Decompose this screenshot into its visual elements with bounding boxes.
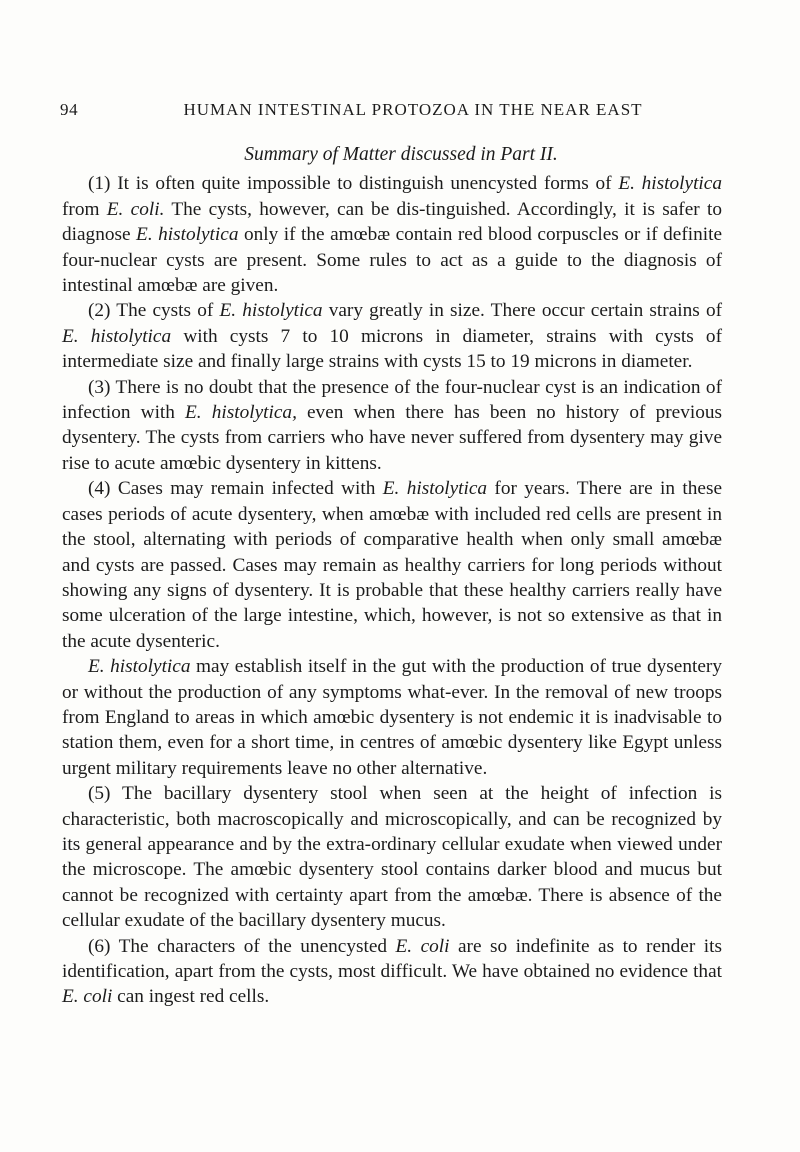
paragraph: [62, 476, 722, 654]
text-run: may establish itself in the gut with the production of true dysentery or without the production of any symptoms what-ever. In the removal of new troops from England to areas in which amœbic dysentery is not endemic it is inadvisable to station them, even for a short time, in centres of amœbic dysentery like Egypt unless urgent military requirements leave no other alternative.: [62, 656, 722, 779]
paragraph: [62, 781, 722, 933]
text-run: with cysts 7 to 10 microns in diameter, strains with cysts of intermediate size and finally large strains with cysts 15 to 19 microns in diameter.: [62, 325, 722, 373]
italic-taxon-name: E. coli: [62, 986, 113, 1008]
italic-taxon-name: E. histolytica: [136, 224, 239, 246]
text-run: are so indefinite as to render its identification, apart from the cysts, most difficult. We have obtained no evidence that: [62, 935, 722, 982]
text-run: from: [62, 198, 107, 220]
paragraph: [62, 171, 722, 298]
paragraph-list: [62, 171, 722, 1009]
italic-taxon-name: E. histolytica: [618, 173, 722, 195]
body-text: [62, 142, 722, 1010]
text-run: even when there has been no history of previous dysentery. The cysts from carriers who have never suffered from dysentery may give rise to acute amœbic dysentery in kittens.: [62, 402, 722, 474]
running-title: HUMAN INTESTINAL PROTOZOA IN THE NEAR EAST: [183, 100, 643, 119]
italic-taxon-name: E. histolytica: [88, 656, 191, 678]
text-run: can ingest red cells.: [112, 986, 270, 1008]
paragraph: [62, 375, 722, 477]
paragraph: [62, 654, 722, 781]
text-run: The cysts, however, can be dis-tinguished. Accordingly, it is safer to diagnose: [62, 198, 722, 246]
running-header: [60, 100, 720, 128]
text-run: (2) The cysts of: [88, 300, 220, 322]
text-run: only if the amœbæ contain red blood corpuscles or if definite four-nuclear cysts are present. Some rules to act as a guide to the diagnosis of intestinal amœbæ are given.: [62, 224, 723, 297]
text-run: (4) Cases may remain infected with: [88, 478, 383, 500]
italic-taxon-name: E. histolytica: [382, 478, 488, 500]
text-run: for years. There are in these cases periods of acute dysentery, when amœbæ with included red cells are present in the stool, alternating with periods of comparative health when only small amœbæ and cysts are passed. Cases may remain as healthy carriers for long periods without showing any signs of dysentery. It is probable that these healthy carriers really have some ulceration of the large intestine, which, however, is not so extensive as that in the acute dysenteric.: [62, 478, 722, 652]
text-run: (5) The bacillary dysentery stool when seen at the height of infection is characteristic, both macroscopically and microscopically, and can be recognized by its general appearance and by the extra-ordinary cellular exudate when viewed under the microscope. The amœbic dysentery stool contains darker blood and mucus but cannot be recognized with certainty apart from the amœbæ. There is absence of the cellular exudate of the bacillary dysentery mucus.: [62, 783, 722, 932]
paragraph: [62, 298, 722, 374]
italic-taxon-name: E. histolytica: [62, 325, 172, 347]
text-run: (3) There is no doubt that the presence of the four-nuclear cyst is an indication of infection with: [62, 376, 722, 424]
paragraph: [62, 934, 722, 1010]
text-run: vary greatly in size. There occur certain strains of: [322, 300, 723, 322]
italic-taxon-name: E. histolytica,: [185, 402, 297, 424]
text-run: (1) It is often quite impossible to distinguish unencysted forms of: [88, 173, 619, 195]
text-run: (6) The characters of the unencysted: [88, 935, 396, 957]
page-number: 94: [60, 100, 79, 119]
section-title: Summary of Matter discussed in Part II.: [244, 144, 558, 165]
italic-taxon-name: E. coli.: [106, 198, 165, 220]
italic-taxon-name: E. histolytica: [219, 300, 323, 322]
italic-taxon-name: E. coli: [395, 935, 450, 957]
